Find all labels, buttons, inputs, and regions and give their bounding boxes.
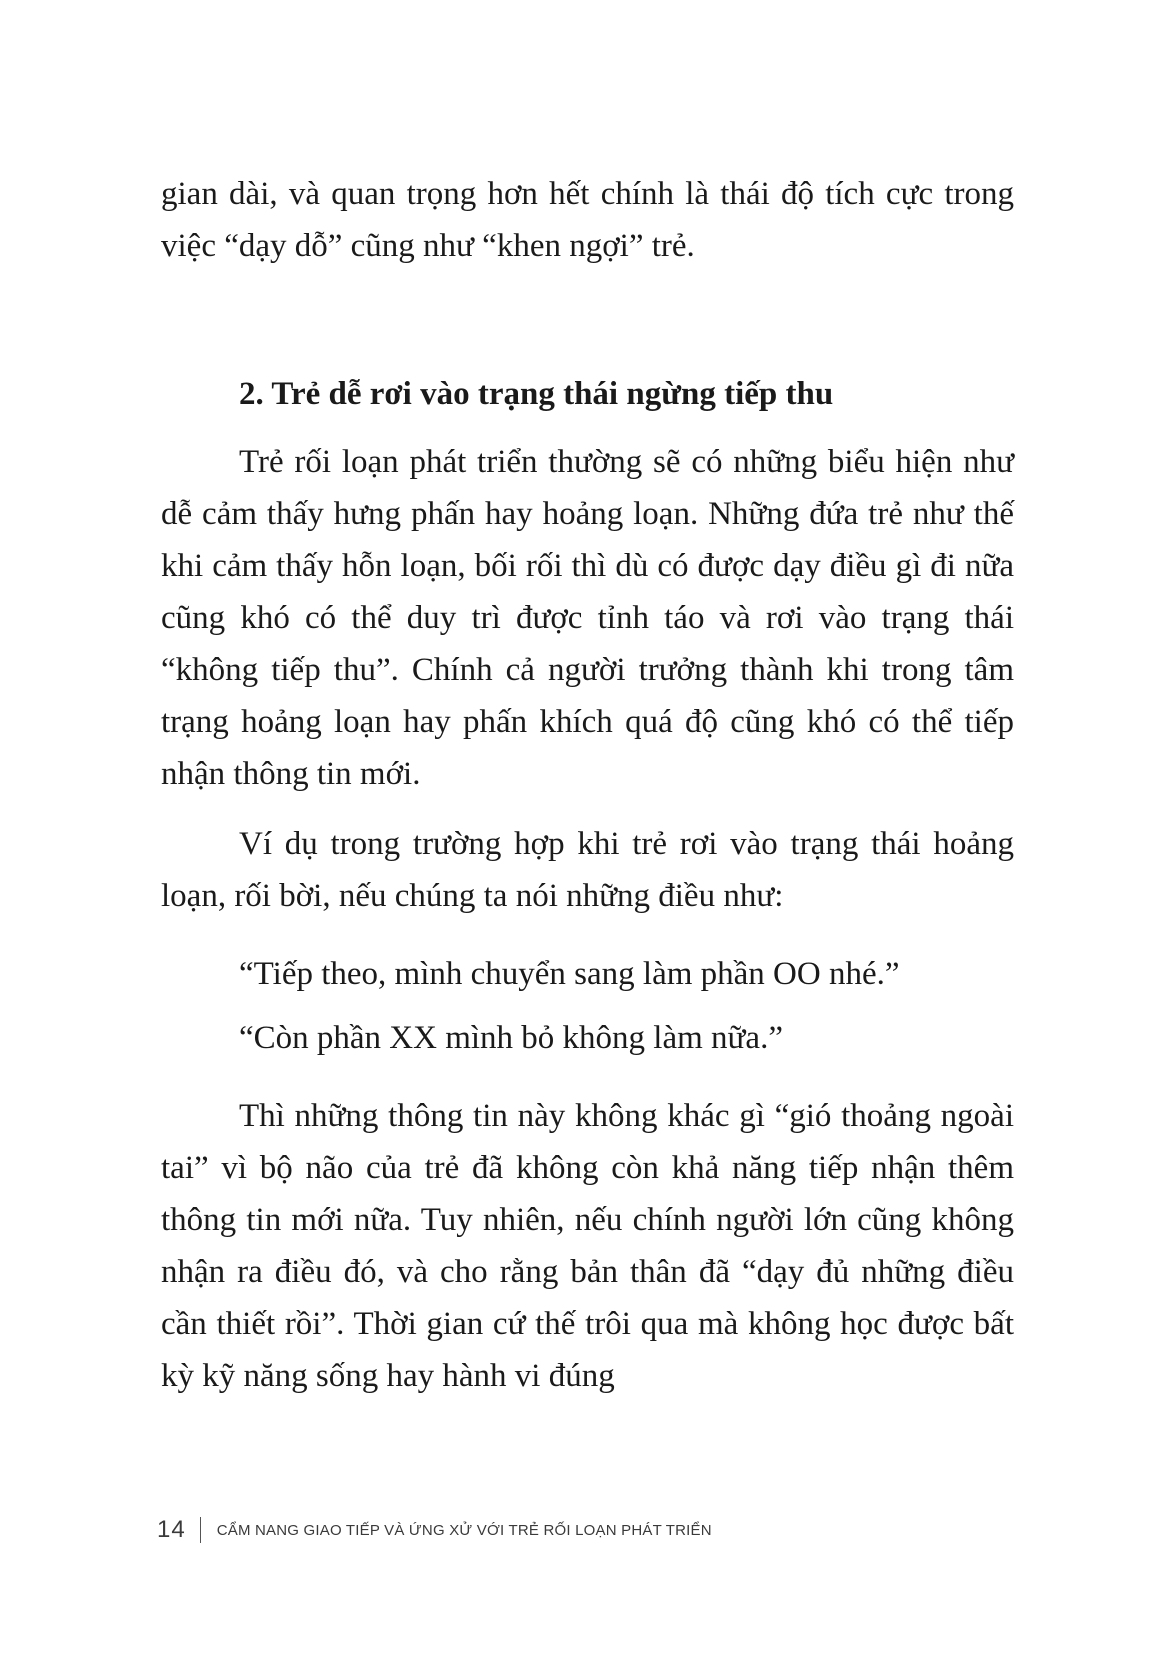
quote-line-1: “Tiếp theo, mình chuyển sang làm phần OO nhé.” — [239, 956, 900, 992]
paragraph-continuation: gian dài, và quan trọng hơn hết chính là thái độ tích cực trong việc “dạy dỗ” cũng như “khen ngợi” trẻ. — [161, 176, 1014, 264]
section-heading: 2. Trẻ dễ rơi vào trạng thái ngừng tiếp thu — [239, 376, 834, 412]
quote-line-2: “Còn phần XX mình bỏ không làm nữa.” — [239, 1020, 783, 1056]
page-footer — [157, 1512, 712, 1548]
running-title: CẨM NANG GIAO TIẾP VÀ ỨNG XỬ VỚI TRẺ RỐI LOẠN PHÁT TRIỂN — [216, 1521, 712, 1539]
paragraph-symptoms: Trẻ rối loạn phát triển thường sẽ có những biểu hiện như dễ cảm thấy hưng phấn hay hoảng loạn. Những đứa trẻ như thế khi cảm thấy hỗn loạn, bối rối thì dù có được dạy điều gì đi nữa cũng khó có thể duy trì được tỉnh táo và rơi vào trạng thái “không tiếp thu”. Chính cả người trưởng thành khi trong tâm trạng hoảng loạn hay phấn khích quá độ cũng khó có thể tiếp nhận thông tin mới. — [161, 444, 1014, 792]
paragraph-consequence: Thì những thông tin này không khác gì “gió thoảng ngoài tai” vì bộ não của trẻ đã không còn khả năng tiếp nhận thêm thông tin mới nữa. Tuy nhiên, nếu chính người lớn cũng không nhận ra điều đó, và cho rằng bản thân đã “dạy đủ những điều cần thiết rồi”. Thời gian cứ thế trôi qua mà không học được bất kỳ kỹ năng sống hay hành vi đúng — [161, 1098, 1014, 1394]
paragraph-example: Ví dụ trong trường hợp khi trẻ rơi vào trạng thái hoảng loạn, rối bời, nếu chúng ta nói những điều như: — [161, 826, 1014, 914]
footer-divider — [200, 1517, 201, 1543]
page-number: 14 — [157, 1516, 186, 1543]
